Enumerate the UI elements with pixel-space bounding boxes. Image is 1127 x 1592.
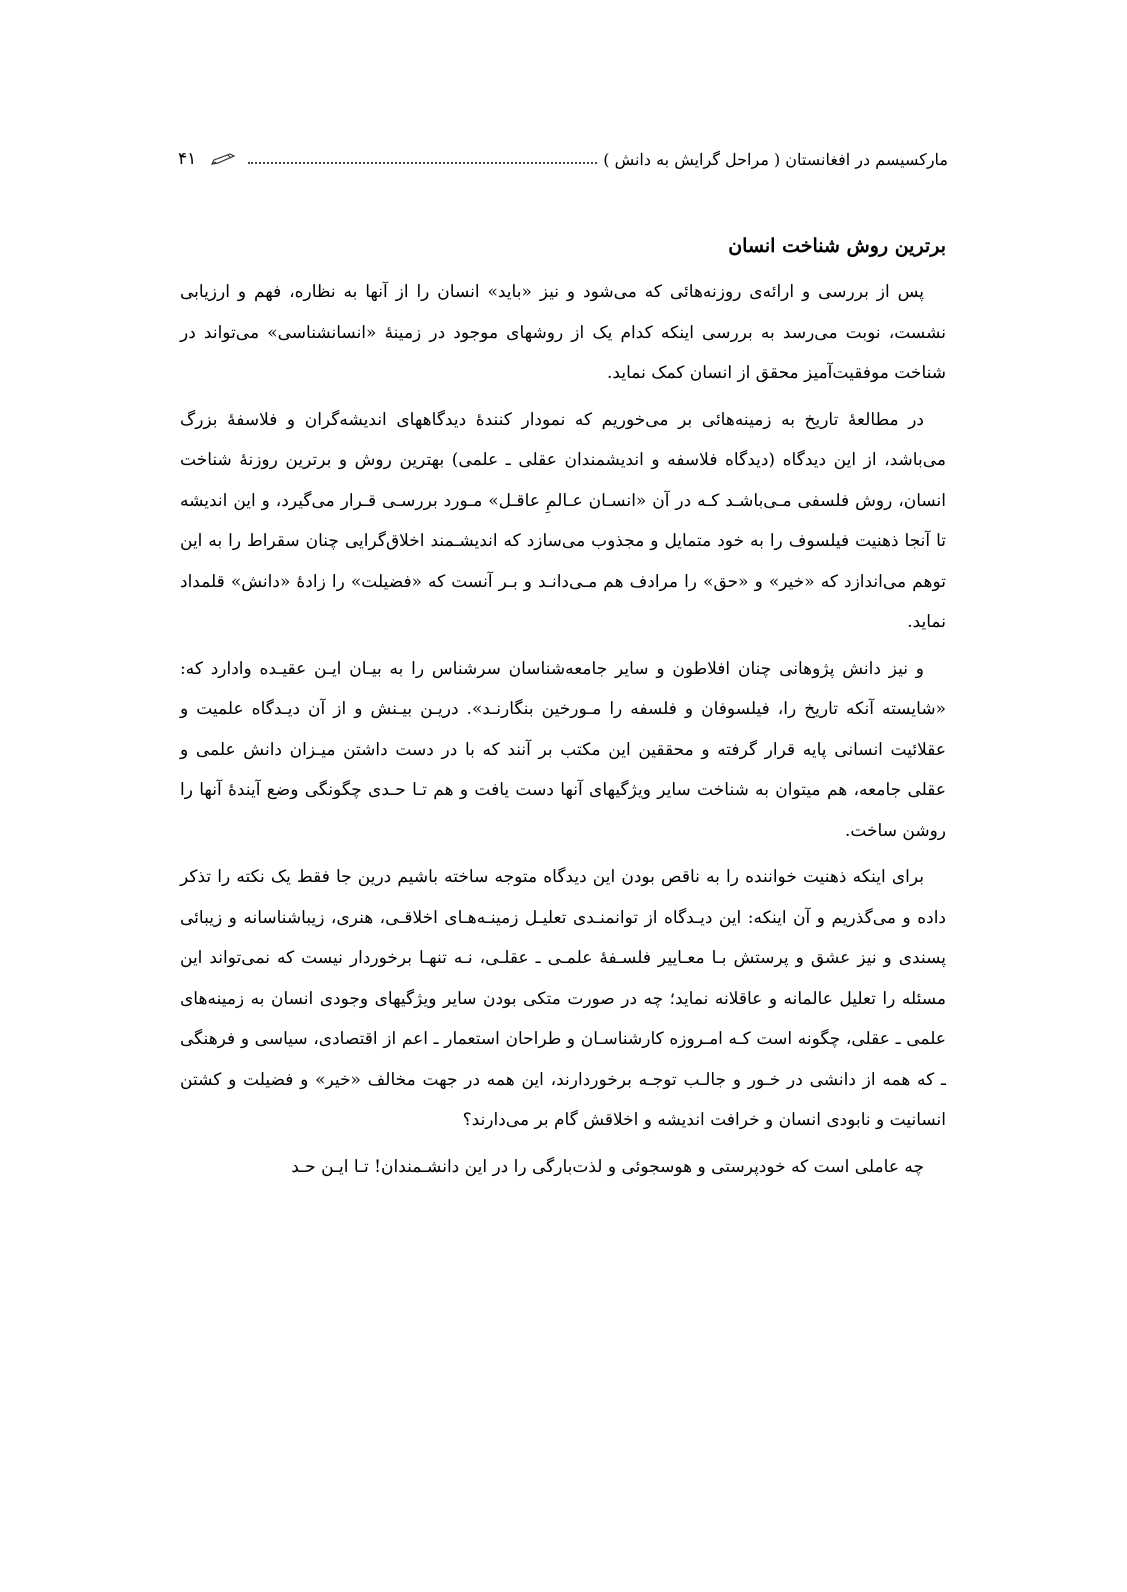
paragraph-1: پس از بررسی و ارائه‌ی روزنه‌هائی که می‌شود و نیز «باید» انسان را از آنها به نظاره، فهم و ارزیابی نشست، نوبت می‌رسد به بررسی اینکه کدام یک از روشهای موجود در زمینهٔ «انسانشناسی» می‌تواند در شناخت موفقیت‌آمیز محقق از انسان کمک نماید. (180, 282, 946, 383)
paragraph-3: و نیز دانش پژوهانی چنان افلاطون و سایر جامعه‌شناسان سرشناس را به بیـان ایـن عقیـده وادارد که: «شایسته آنکه تاریخ را، فیلسوفان و فلسفه را مـورخین بنگارنـد». دریـن بیـنش و از آن دیـدگاه علمیت و عقلائیت انسانی پایه قرار گرفته و محققین این مکتب بر آنند که با در دست داشتن میـزان دانش علمی و عقلی جامعه، هم میتوان به شناخت سایر ویژگیهای آنها دست یافت و هم تـا حـدی چگونگی وضع آیندهٔ آنها را روشن ساخت. (180, 658, 946, 841)
running-header (178, 144, 948, 174)
paragraph-4: برای اینکه ذهنیت خواننده را به ناقص بودن این دیدگاه متوجه ساخته باشیم درین جا فقط یک نکته را تذکر داده و می‌گذریم و آن اینکه: این دیـدگاه از توانمنـدی تعلیـل زمینـه‌هـای اخلاقـی، هنری، زیباشناسانه و زیبائی پسندی و نیز عشق و پرستش بـا معـاییر فلسـفهٔ علمـی ـ عقلـی، نـه تنهـا برخوردار نیست که نمی‌تواند این مسئله را تعلیل عالمانه و عاقلانه نماید؛ چه در صورت متکی بودن سایر ویژگیهای وجودی انسان به زمینه‌های علمی ـ عقلی، چگونه است کـه امـروزه کارشناسـان و طراحان استعمار ـ اعم از اقتصادی، سیاسی و فرهنگی ـ که همه از دانشی در خـور و جالـب توجـه برخوردارند، این همه در جهت مخالف «خیر» و فضیلت و کشتن انسانیت و نابودی انسان و خرافت اندیشه و اخلاقش گام بر می‌دارند؟ (180, 867, 946, 1130)
section-heading: برترین روش شناخت انسان (728, 235, 946, 257)
leader-dots (248, 161, 597, 164)
paragraph-2: در مطالعهٔ تاریخ به زمینه‌هائی بر می‌خوریم که نمودار کنندهٔ دیدگاههای اندیشه‌گران و فلاسفهٔ بزرگ می‌باشد، از این دیدگاه (دیدگاه فلاسفه و اندیشمندان عقلی ـ علمی) بهترین روش و برترین روزنهٔ شناخت انسان، روش فلسفی مـی‌باشـد کـه در آن «انسـان عـالمِ عاقـل» مـورد بررسـی قـرار می‌گیرد، و این اندیشه تا آنجا ذهنیت فیلسوف را به خود متمایل و مجذوب می‌سازد که اندیشـمند اخلاق‌گرایی چنان سقراط را به این توهم می‌اندازد که «خیر» و «حق» را مرادف هم مـی‌دانـد و بـر آنست که «فضیلت» را زادهٔ «دانش» قلمداد نماید. (180, 409, 946, 632)
paragraph-5: چه عاملی است که خودپرستی و هوسجوئی و لذت‌بارگی را در این دانشـمندان! تـا ایـن حـد (291, 1156, 924, 1177)
running-title: مارکسیسم در افغانستان ( مراحل گرایش به دانش ) (603, 149, 948, 169)
pen-icon (210, 152, 236, 166)
page-number: ۴۱ (178, 149, 197, 169)
page-content (180, 226, 946, 1193)
